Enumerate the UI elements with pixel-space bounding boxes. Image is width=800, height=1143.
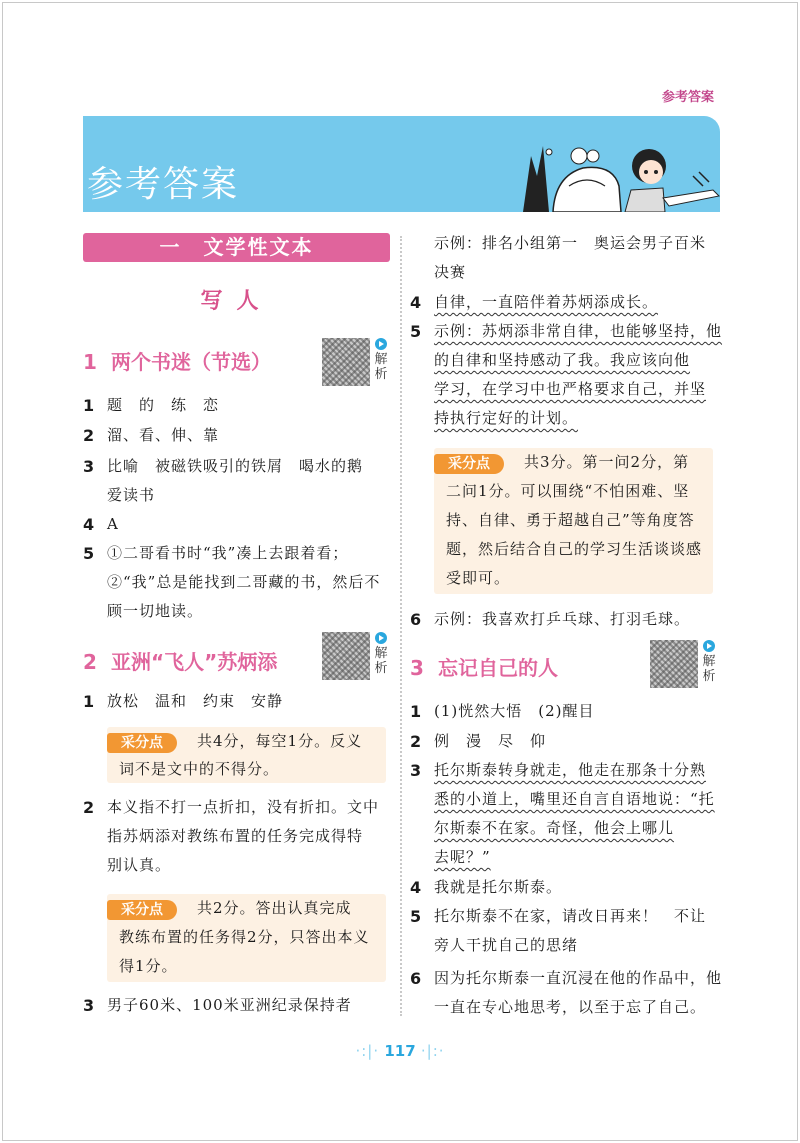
answer-text: 示例：排名小组第一 奥运会男子百米: [434, 234, 707, 252]
answer-text: 去呢？”: [434, 848, 491, 866]
answer-text: 示例：苏炳添非常自律，也能够坚持，他: [434, 322, 723, 340]
banner-title: 参考答案: [87, 164, 240, 205]
lesson-title: [410, 652, 558, 681]
answer-number: 3: [410, 761, 422, 780]
answer-number: 2: [83, 798, 95, 817]
answer-text: ①二哥看书时“我”凑上去跟着看；: [107, 544, 349, 562]
answer-text: ②“我”总是能找到二哥藏的书，然后不: [107, 573, 381, 591]
answer-text: 顾一切地读。: [107, 602, 204, 620]
title-banner: [83, 116, 720, 212]
page-number: ·:|· 117 ·|:·: [355, 1042, 445, 1060]
answer-number: 1: [83, 396, 95, 415]
page-number-text: 117: [384, 1042, 416, 1060]
qr-code[interactable]: [650, 640, 698, 688]
answer-text: 比喻 被磁铁吸引的铁屑 喝水的鹅: [107, 457, 364, 475]
analysis-label: 解析: [702, 654, 716, 684]
play-icon: [375, 338, 387, 350]
play-icon: [375, 632, 387, 644]
scoring-text: 得1分。: [119, 957, 178, 975]
answer-number: 5: [410, 907, 422, 926]
lesson-title-text: 亚洲“飞人”苏炳添: [111, 650, 278, 674]
analysis-link[interactable]: [701, 640, 717, 684]
answer-number: 2: [83, 426, 95, 445]
answer-text: 决赛: [434, 263, 467, 281]
answer-number: 2: [410, 732, 422, 751]
lesson-title-text: 忘记自己的人: [438, 656, 558, 680]
answer-text: 本义指不打一点折扣，没有折扣。文中: [107, 798, 380, 816]
running-head: 参考答案: [661, 90, 714, 105]
answer-text: 放松 温和 约束 安静: [107, 692, 284, 710]
answer-number: 6: [410, 969, 422, 988]
answer-text: 托尔斯泰不在家，请改日再来！ 不让: [434, 907, 707, 925]
scoring-note: [107, 727, 386, 783]
answer-text: 因为托尔斯泰一直沉浸在他的作品中，他: [434, 969, 723, 987]
answer-text: 一直在专心地思考，以至于忘了自己。: [434, 998, 707, 1016]
answer-text: (1)恍然大悟 (2)醒目: [434, 702, 595, 720]
answer-text: 我就是托尔斯泰。: [434, 878, 563, 896]
scoring-text: 二问1分。可以围绕“不怕困难、坚: [446, 482, 690, 500]
answer-number: 6: [410, 610, 422, 629]
answer-text: 题 的 练 恋: [107, 396, 220, 414]
play-icon: [703, 640, 715, 652]
scoring-text: 受即可。: [446, 569, 511, 587]
answer-text: 指苏炳添对教练布置的任务完成得特: [107, 827, 364, 845]
answer-text: 溜、看、伸、靠: [107, 426, 220, 444]
scoring-text: 共3分。第一问2分，第: [524, 453, 690, 471]
scoring-text: 教练布置的任务得2分，只答出本义: [119, 928, 370, 946]
answer-text: 尔斯泰不在家。奇怪，他会上哪儿: [434, 819, 675, 837]
answer-number: 4: [410, 878, 422, 897]
lesson-number: 2: [83, 650, 97, 674]
answer-number: 3: [83, 457, 95, 476]
section-title: 一 文学性文本: [83, 233, 390, 262]
scoring-badge: 采分点: [107, 733, 177, 753]
scoring-text: 持、自律、勇于超越自己”等角度答: [446, 511, 695, 529]
scoring-text: 词不是文中的不得分。: [119, 760, 280, 778]
answer-number: 3: [83, 996, 95, 1015]
lesson-number: 3: [410, 656, 424, 680]
answer-number: 5: [83, 544, 95, 563]
answer-number: 4: [83, 515, 95, 534]
answer-text: 示例：我喜欢打乒乓球、打羽毛球。: [434, 610, 691, 628]
scoring-text: 共4分，每空1分。反义: [197, 732, 363, 750]
lesson-number: 1: [83, 350, 97, 374]
analysis-link[interactable]: [373, 338, 389, 382]
subsection-title: 写人: [200, 289, 273, 314]
answer-text: A: [107, 515, 119, 533]
lesson-title-text: 两个书迷（节选）: [111, 350, 271, 374]
answer-number: 4: [410, 293, 422, 312]
lesson-title: [83, 346, 271, 375]
answer-text: 别认真。: [107, 856, 172, 874]
scoring-text: 题，然后结合自己的学习生活谈谈感: [446, 540, 703, 558]
answer-number: 1: [83, 692, 95, 711]
answer-text: 爱读书: [107, 486, 156, 504]
answer-text: 自律，一直陪伴着苏炳添成长。: [434, 293, 659, 311]
answer-text: 持执行定好的计划。: [434, 409, 579, 427]
scoring-text: 共2分。答出认真完成: [197, 899, 352, 917]
scoring-badge: 采分点: [434, 454, 504, 474]
answer-text: 托尔斯泰转身就走，他走在那条十分熟: [434, 761, 707, 779]
qr-code[interactable]: [322, 338, 370, 386]
scoring-badge: 采分点: [107, 900, 177, 920]
answer-text: 例 漫 尽 仰: [434, 732, 547, 750]
column-divider: [400, 236, 402, 1016]
analysis-link[interactable]: [373, 632, 389, 676]
qr-code[interactable]: [322, 632, 370, 680]
answer-text: 的自律和坚持感动了我。我应该向他: [434, 351, 691, 369]
answer-text: 男子60米、100米亚洲纪录保持者: [107, 996, 352, 1014]
answer-number: 5: [410, 322, 422, 341]
lesson-title: [83, 646, 277, 675]
answer-number: 1: [410, 702, 422, 721]
analysis-label: 解析: [374, 352, 388, 382]
analysis-label: 解析: [374, 646, 388, 676]
answer-text: 悉的小道上，嘴里还自言自语地说：“托: [434, 790, 715, 808]
answer-text: 旁人干扰自己的思绪: [434, 936, 579, 954]
scoring-note: [434, 448, 713, 594]
scoring-note: [107, 894, 386, 982]
reading-child-illustration: [513, 116, 720, 212]
answer-text: 学习，在学习中也严格要求自己，并坚: [434, 380, 707, 398]
